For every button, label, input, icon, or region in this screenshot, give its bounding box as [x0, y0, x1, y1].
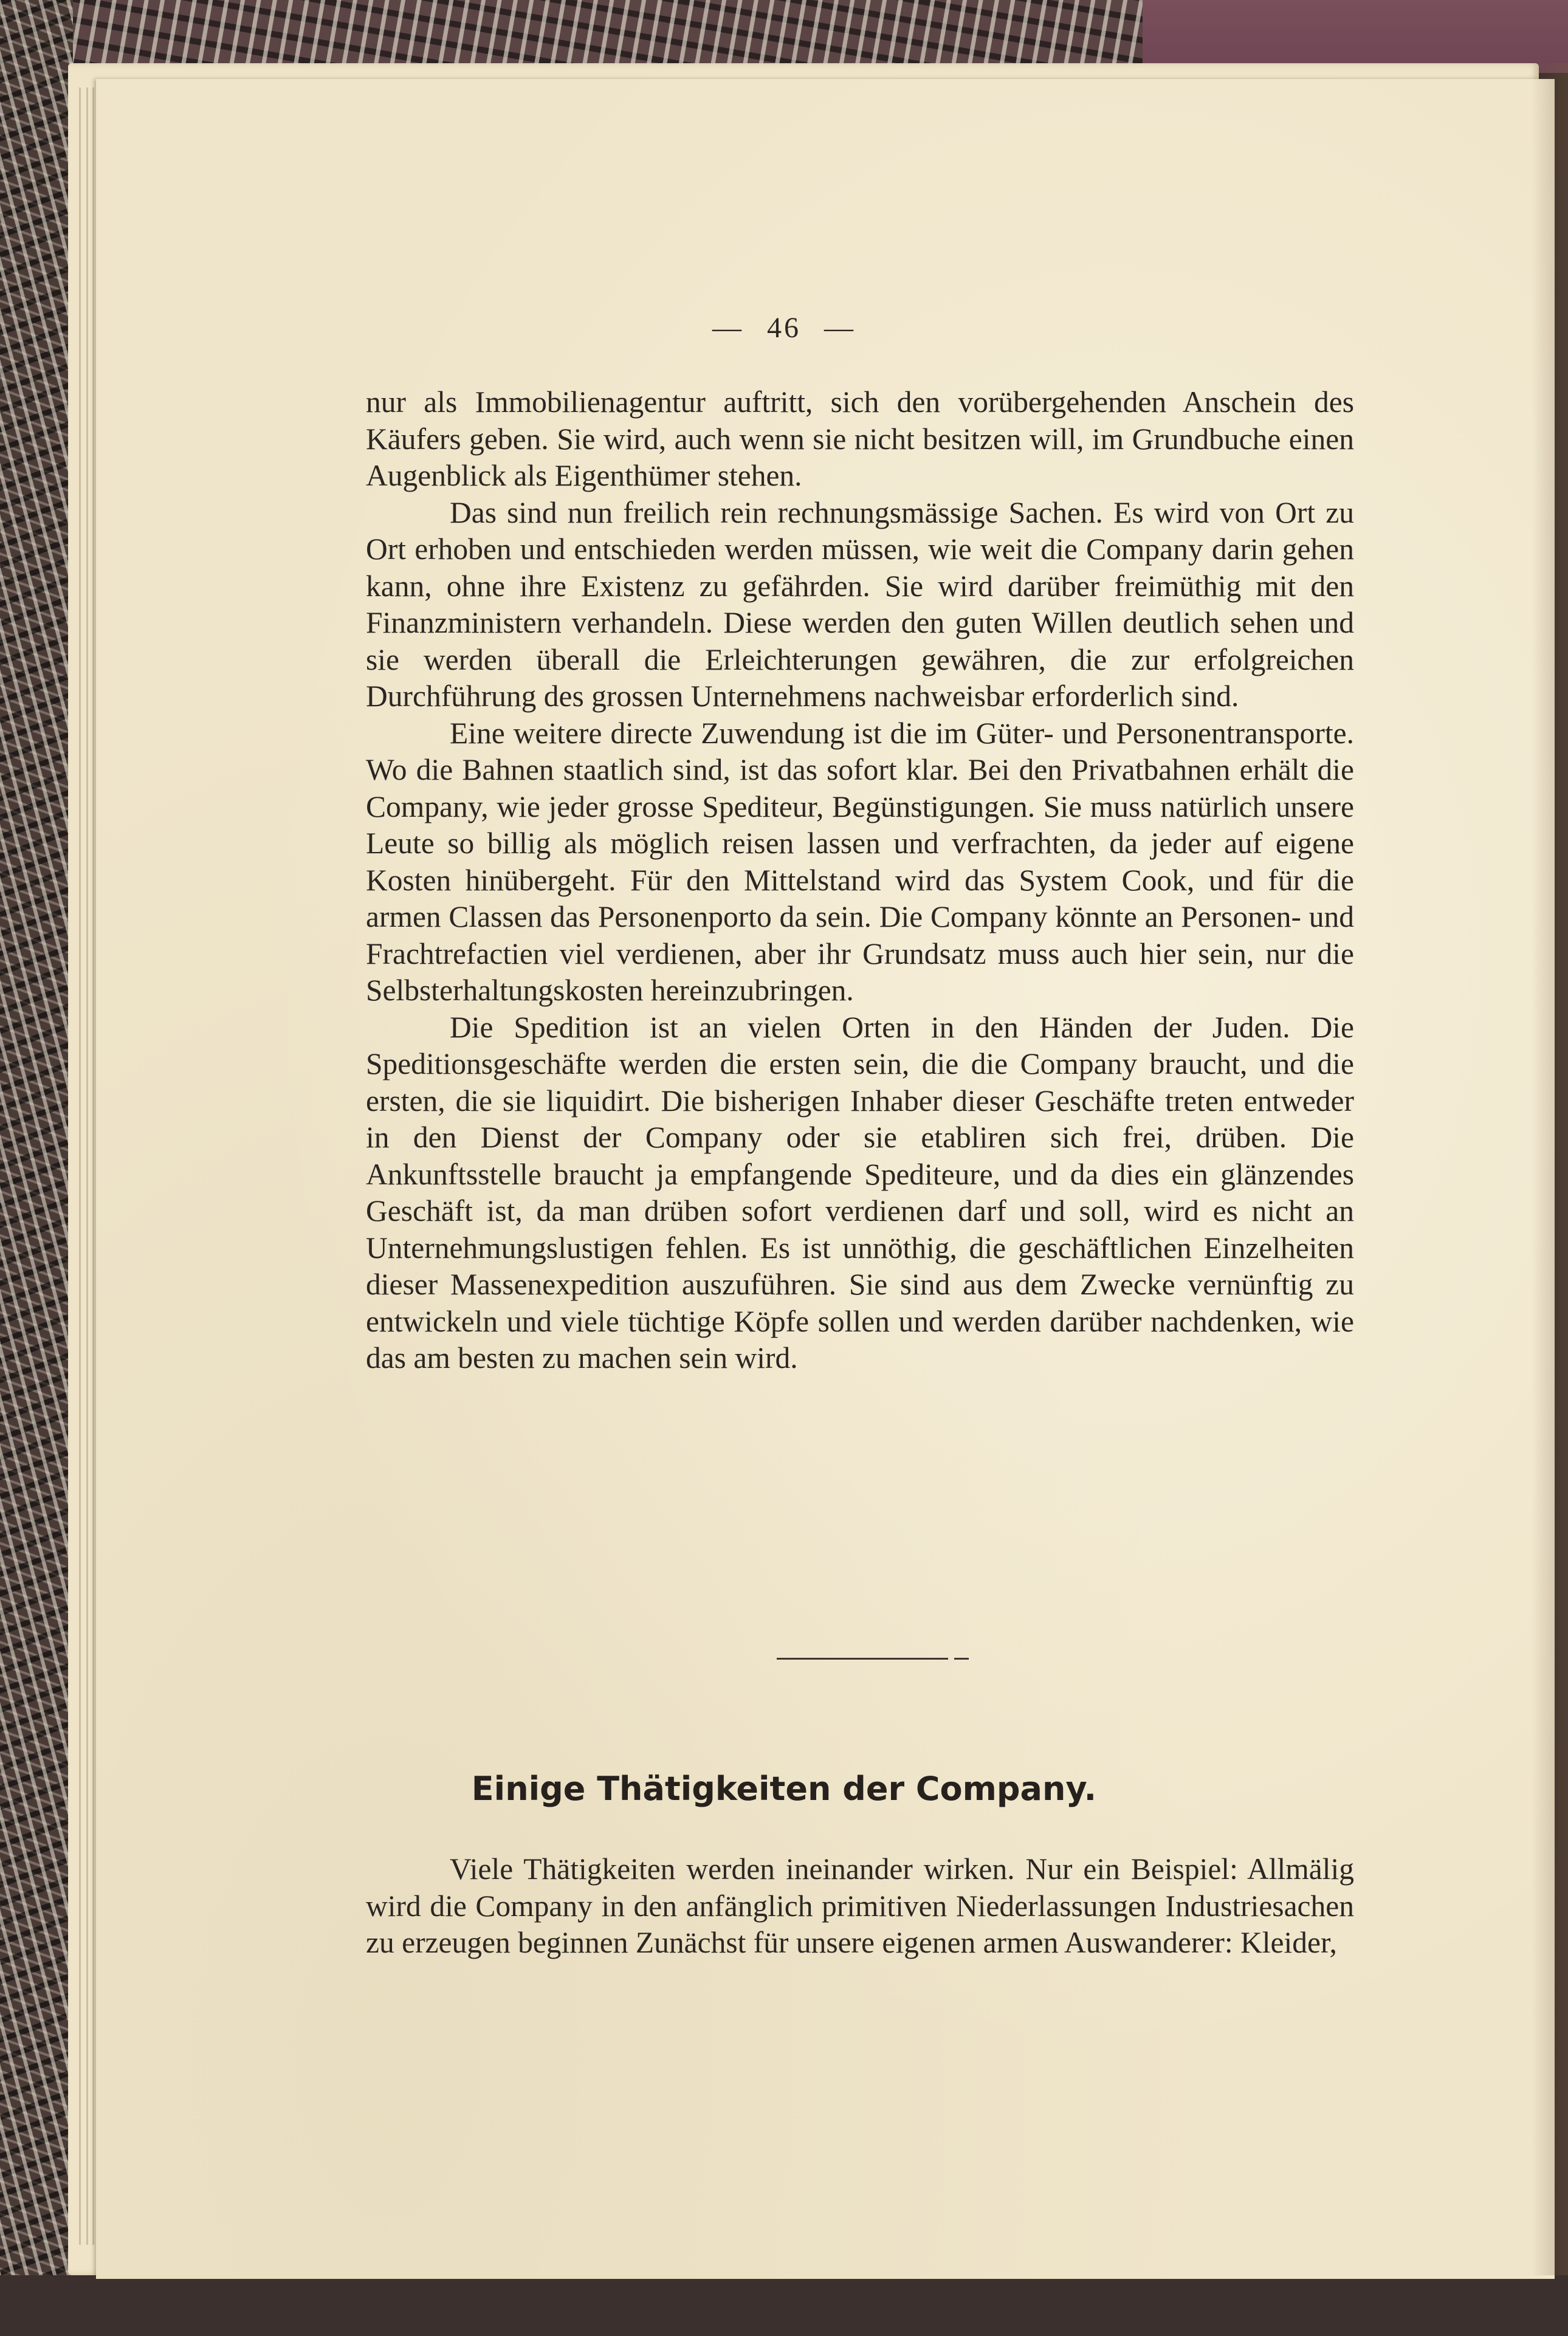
paragraph: Das sind nun freilich rein rechnungsmässige Sachen. Es wird von Ort zu Ort erhoben und entschieden werden müssen, wie weit die Company darin gehen kann, ohne ihre Existenz zu gefährden. Sie wird darüber freimüthig mit den Finanzministern verhandeln. Diese werden den guten Willen deutlich sehen und sie werden überall die Erleichterungen gewähren, die zur erfolgreichen Durchführung des grossen Unternehmens nachweisbar erforderlich sind. — [366, 495, 1354, 713]
book-binding — [0, 0, 73, 2336]
page-header — [0, 311, 1568, 345]
header-dash-right: — — [824, 312, 856, 344]
page-number: 46 — [767, 312, 801, 344]
paragraph: Die Spedition ist an vielen Orten in den Händen der Juden. Die Speditionsgeschäfte werden die ersten sein, die die Company braucht, und die ersten, die sie liquidirt. Die bisherigen Inhaber dieser Geschäfte treten entweder in den Dienst der Company oder sie etabliren sich frei, drüben. Die Ankunftsstelle braucht ja empfangende Spediteure, und da dies ein glänzendes Geschäft ist, da man drüben sofort verdienen darf und soll, wird es nicht an Unternehmungslustigen fehlen. Es ist unnöthig, die geschäftlichen Einzelheiten dieser Massenexpedition auszuführen. Sie sind aus dem Zwecke vernünftig zu entwickeln und viele tüchtige Köpfe sollen und werden darüber nachdenken, wie das am besten zu machen sein wird. — [366, 1010, 1354, 1375]
paragraph: Viele Thätigkeiten werden ineinander wirken. Nur ein Beispiel: Allmälig wird die Company in den anfänglich primitiven Niederlassungen Industriesachen zu erzeugen beginnen Zunächst für unsere eigenen armen Auswanderer: Kleider, — [366, 1852, 1354, 1959]
book-top-edge — [0, 0, 1568, 73]
main-text — [366, 384, 1354, 1377]
section-title: Einige Thätigkeiten der Company. — [471, 1770, 1097, 1808]
paragraph: Eine weitere directe Zuwendung ist die im Güter- und Personentransporte. Wo die Bahnen staatlich sind, ist das sofort klar. Bei den Privatbahnen erhält die Company, wie jeder grosse Spediteur, Begünstigungen. Sie muss natürlich unsere Leute so billig als möglich reisen lassen und verfrachten, da jeder auf eigene Kosten hinübergeht. Für den Mittelstand wird das System Cook, und für die armen Classen das Personenporto da sein. Die Company könnte an Personen- und Frachtrefactien viel verdienen, aber ihr Grundsatz muss auch hier sein, nur die Selbsterhaltungskosten hereinzubringen. — [366, 716, 1354, 1007]
section-text — [366, 1851, 1354, 1962]
page-gutter-shade — [1532, 63, 1568, 2275]
book-bottom-edge — [0, 2275, 1568, 2336]
header-dash-left: — — [712, 312, 744, 344]
section-separator-rule — [777, 1658, 948, 1660]
paragraph: nur als Immobilienagentur auftritt, sich den vorübergehenden Anschein des Käufers geben. Sie wird, auch wenn sie nicht besitzen will, im Grundbuche einen Augenblick als Eigenthümer stehen. — [366, 385, 1354, 492]
